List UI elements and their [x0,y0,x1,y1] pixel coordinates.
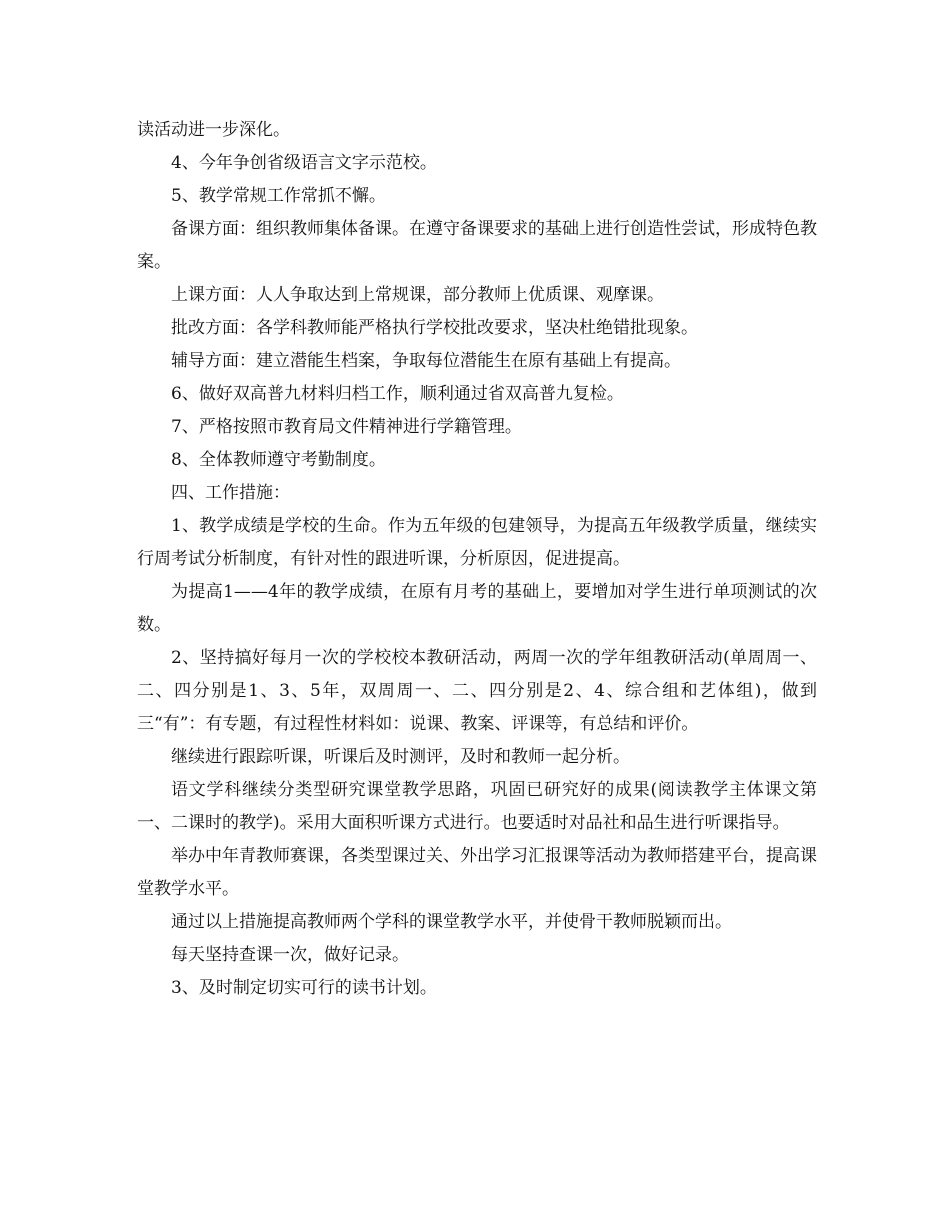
paragraph-16: 语文学科继续分类型研究课堂教学思路，巩固已研究好的成果(阅读教学主体课文第一、二课时的教学)。采用大面积听课方式进行。也要适时对品社和品生进行听课指导。 [137,780,817,833]
paragraph-19: 每天坚持查课一次，做好记录。 [171,945,409,965]
paragraph-6: 批改方面：各学科教师能严格执行学校批改要求，坚决杜绝错批现象。 [171,318,698,338]
paragraph-7: 辅导方面：建立潜能生档案，争取每位潜能生在原有基础上有提高。 [171,351,681,371]
paragraph-18: 通过以上措施提高教师两个学科的课堂教学水平，并使骨干教师脱颖而出。 [171,912,732,932]
paragraph-1: 读活动进一步深化。 [137,120,290,140]
paragraph-15: 继续进行跟踪听课，听课后及时测评，及时和教师一起分析。 [171,747,630,767]
paragraph-4: 备课方面：组织教师集体备课。在遵守备课要求的基础上进行创造性尝试，形成特色教案。 [137,219,817,272]
paragraph-8: 6、做好双高普九材料归档工作，顺利通过省双高普九复检。 [171,384,624,404]
paragraph-14: 2、坚持搞好每月一次的学校校本教研活动，两周一次的学年组教研活动(单周周一、二、四分别是1、3、5年，双周周一、二、四分别是2、4、综合组和艺体组)，做到三“有”：有专题，有过程性材料如：说课、教案、评课等，有总结和评价。 [137,648,817,734]
paragraph-17: 举办中年青教师赛课，各类型课过关、外出学习汇报课等活动为教师搭建平台，提高课堂教学水平。 [137,846,817,899]
document-body [137,114,817,1005]
paragraph-13: 为提高1——4年的教学成绩，在原有月考的基础上，要增加对学生进行单项测试的次数。 [137,582,817,635]
paragraph-5: 上课方面：人人争取达到上常规课，部分教师上优质课、观摩课。 [171,285,664,305]
section-heading: 四、工作措施： [171,483,290,503]
paragraph-2: 4、今年争创省级语言文字示范校。 [171,153,437,173]
paragraph-20: 3、及时制定切实可行的读书计划。 [171,978,437,998]
paragraph-12: 1、教学成绩是学校的生命。作为五年级的包建领导，为提高五年级教学质量，继续实行周考试分析制度，有针对性的跟进听课，分析原因，促进提高。 [137,516,817,569]
paragraph-10: 8、全体教师遵守考勤制度。 [171,450,386,470]
paragraph-3: 5、教学常规工作常抓不懈。 [171,186,386,206]
paragraph-9: 7、严格按照市教育局文件精神进行学籍管理。 [171,417,522,437]
